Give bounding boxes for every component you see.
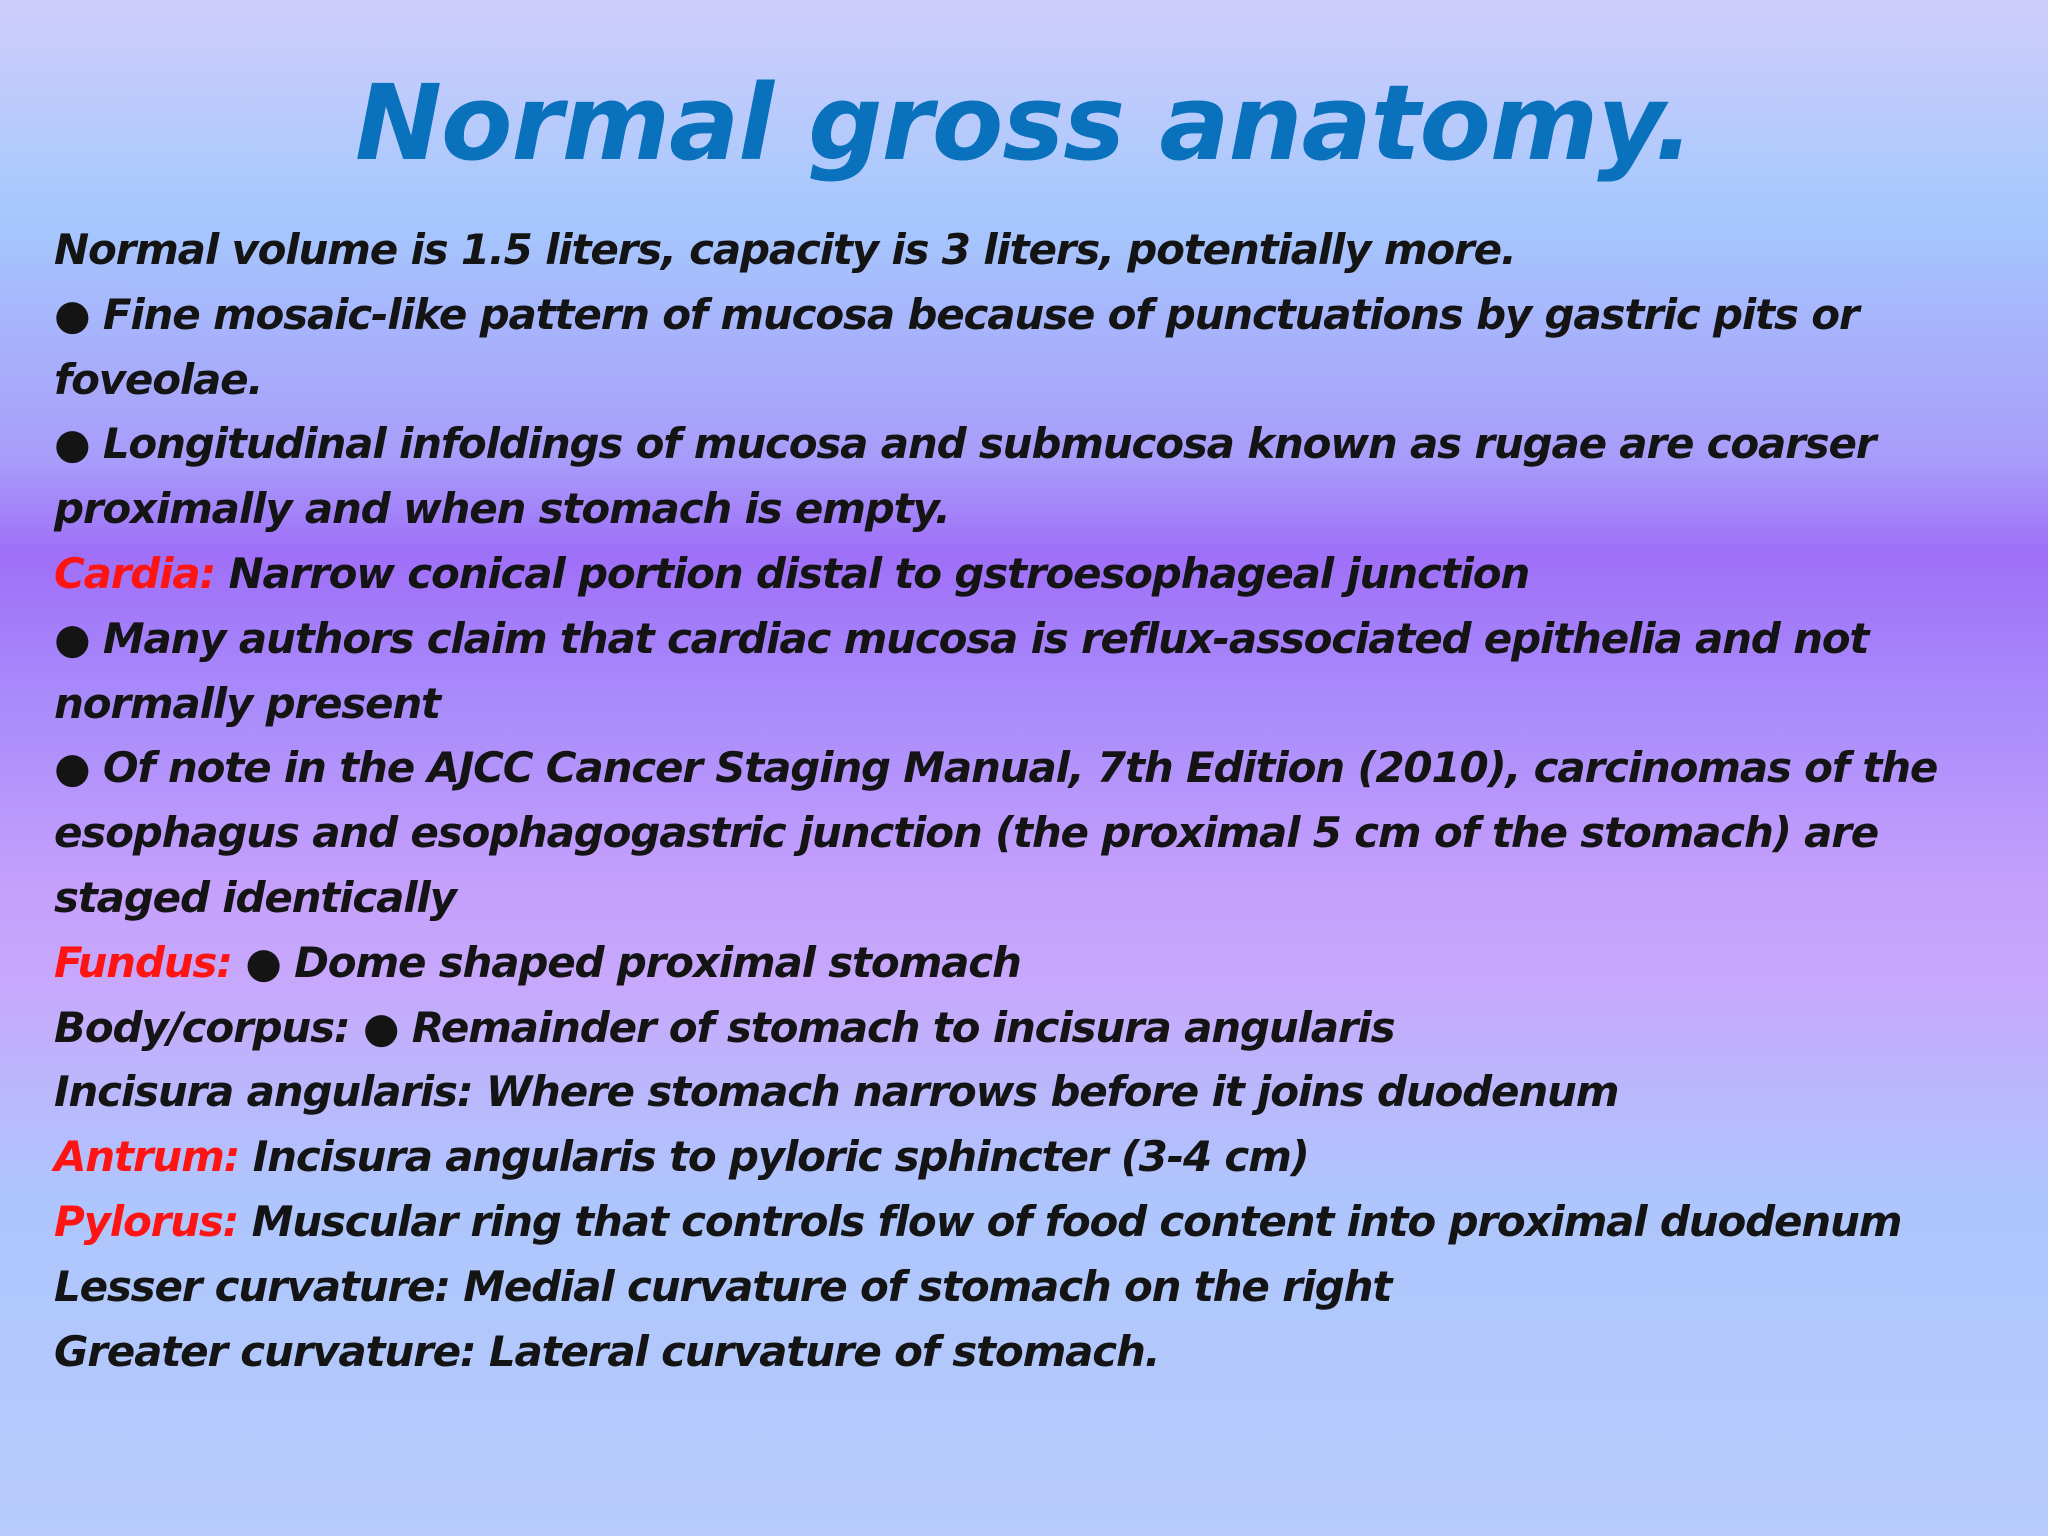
body-line-staged — [54, 866, 2014, 931]
line-text: Muscular ring that controls flow of food content into proximal duodenum — [238, 1196, 1902, 1246]
term-fundus: Fundus: — [54, 937, 232, 987]
line-text: normally present — [54, 678, 440, 728]
body-line-normally-present — [54, 672, 2014, 737]
line-text: Narrow conical portion distal to gstroesophageal junction — [215, 548, 1530, 598]
line-text: ● Longitudinal infoldings of mucosa and submucosa known as rugae are coarser — [54, 419, 1876, 469]
body-line-body-corpus — [54, 996, 2014, 1061]
body-line-rugae — [54, 412, 2014, 477]
line-text: ● Of note in the AJCC Cancer Staging Manual, 7th Edition (2010), carcinomas of the — [54, 743, 1938, 793]
body-line-pylorus — [54, 1190, 2014, 1255]
line-text: ● Many authors claim that cardiac mucosa is reflux-associated epithelia and not — [54, 613, 1869, 663]
line-text: staged identically — [54, 872, 456, 922]
line-text: Lesser curvature: Medial curvature of stomach on the right — [54, 1261, 1392, 1311]
term-antrum: Antrum: — [54, 1132, 240, 1182]
body-line-incisura — [54, 1060, 2014, 1125]
body-line-cardiac-mucosa — [54, 607, 2014, 672]
line-text: foveolae. — [54, 354, 263, 404]
slide-title: Normal gross anatomy. — [354, 62, 1694, 184]
line-text: Incisura angularis: Where stomach narrows before it joins duodenum — [54, 1067, 1619, 1117]
slide-body — [54, 218, 2014, 1384]
line-text: Incisura angularis to pyloric sphincter (3-4 cm) — [239, 1132, 1309, 1182]
body-line-volume — [54, 218, 2014, 283]
line-text: Normal volume is 1.5 liters, capacity is 3 liters, potentially more. — [54, 225, 1516, 274]
line-text: ● Fine mosaic-like pattern of mucosa because of punctuations by gastric pits or — [54, 289, 1859, 339]
line-text: Body/corpus: ● Remainder of stomach to incisura angularis — [54, 1002, 1395, 1052]
body-line-greater-curvature — [54, 1320, 2014, 1385]
term-cardia: Cardia: — [54, 548, 216, 598]
line-text: esophagus and esophagogastric junction (the proximal 5 cm of the stomach) are — [54, 808, 1879, 858]
body-line-cardia — [54, 542, 2014, 607]
body-line-antrum — [54, 1125, 2014, 1190]
line-text: proximally and when stomach is empty. — [54, 484, 950, 534]
line-text: ● Dome shaped proximal stomach — [231, 937, 1021, 987]
body-line-foveolae — [54, 348, 2014, 413]
body-line-ajcc — [54, 736, 2014, 801]
term-pylorus: Pylorus: — [54, 1196, 239, 1246]
body-line-ajcc-cont — [54, 801, 2014, 866]
body-line-mosaic-pattern — [54, 283, 2014, 348]
body-line-fundus — [54, 931, 2014, 996]
body-line-rugae-cont — [54, 477, 2014, 542]
line-text: Greater curvature: Lateral curvature of stomach. — [54, 1326, 1160, 1376]
body-line-lesser-curvature — [54, 1255, 2014, 1320]
